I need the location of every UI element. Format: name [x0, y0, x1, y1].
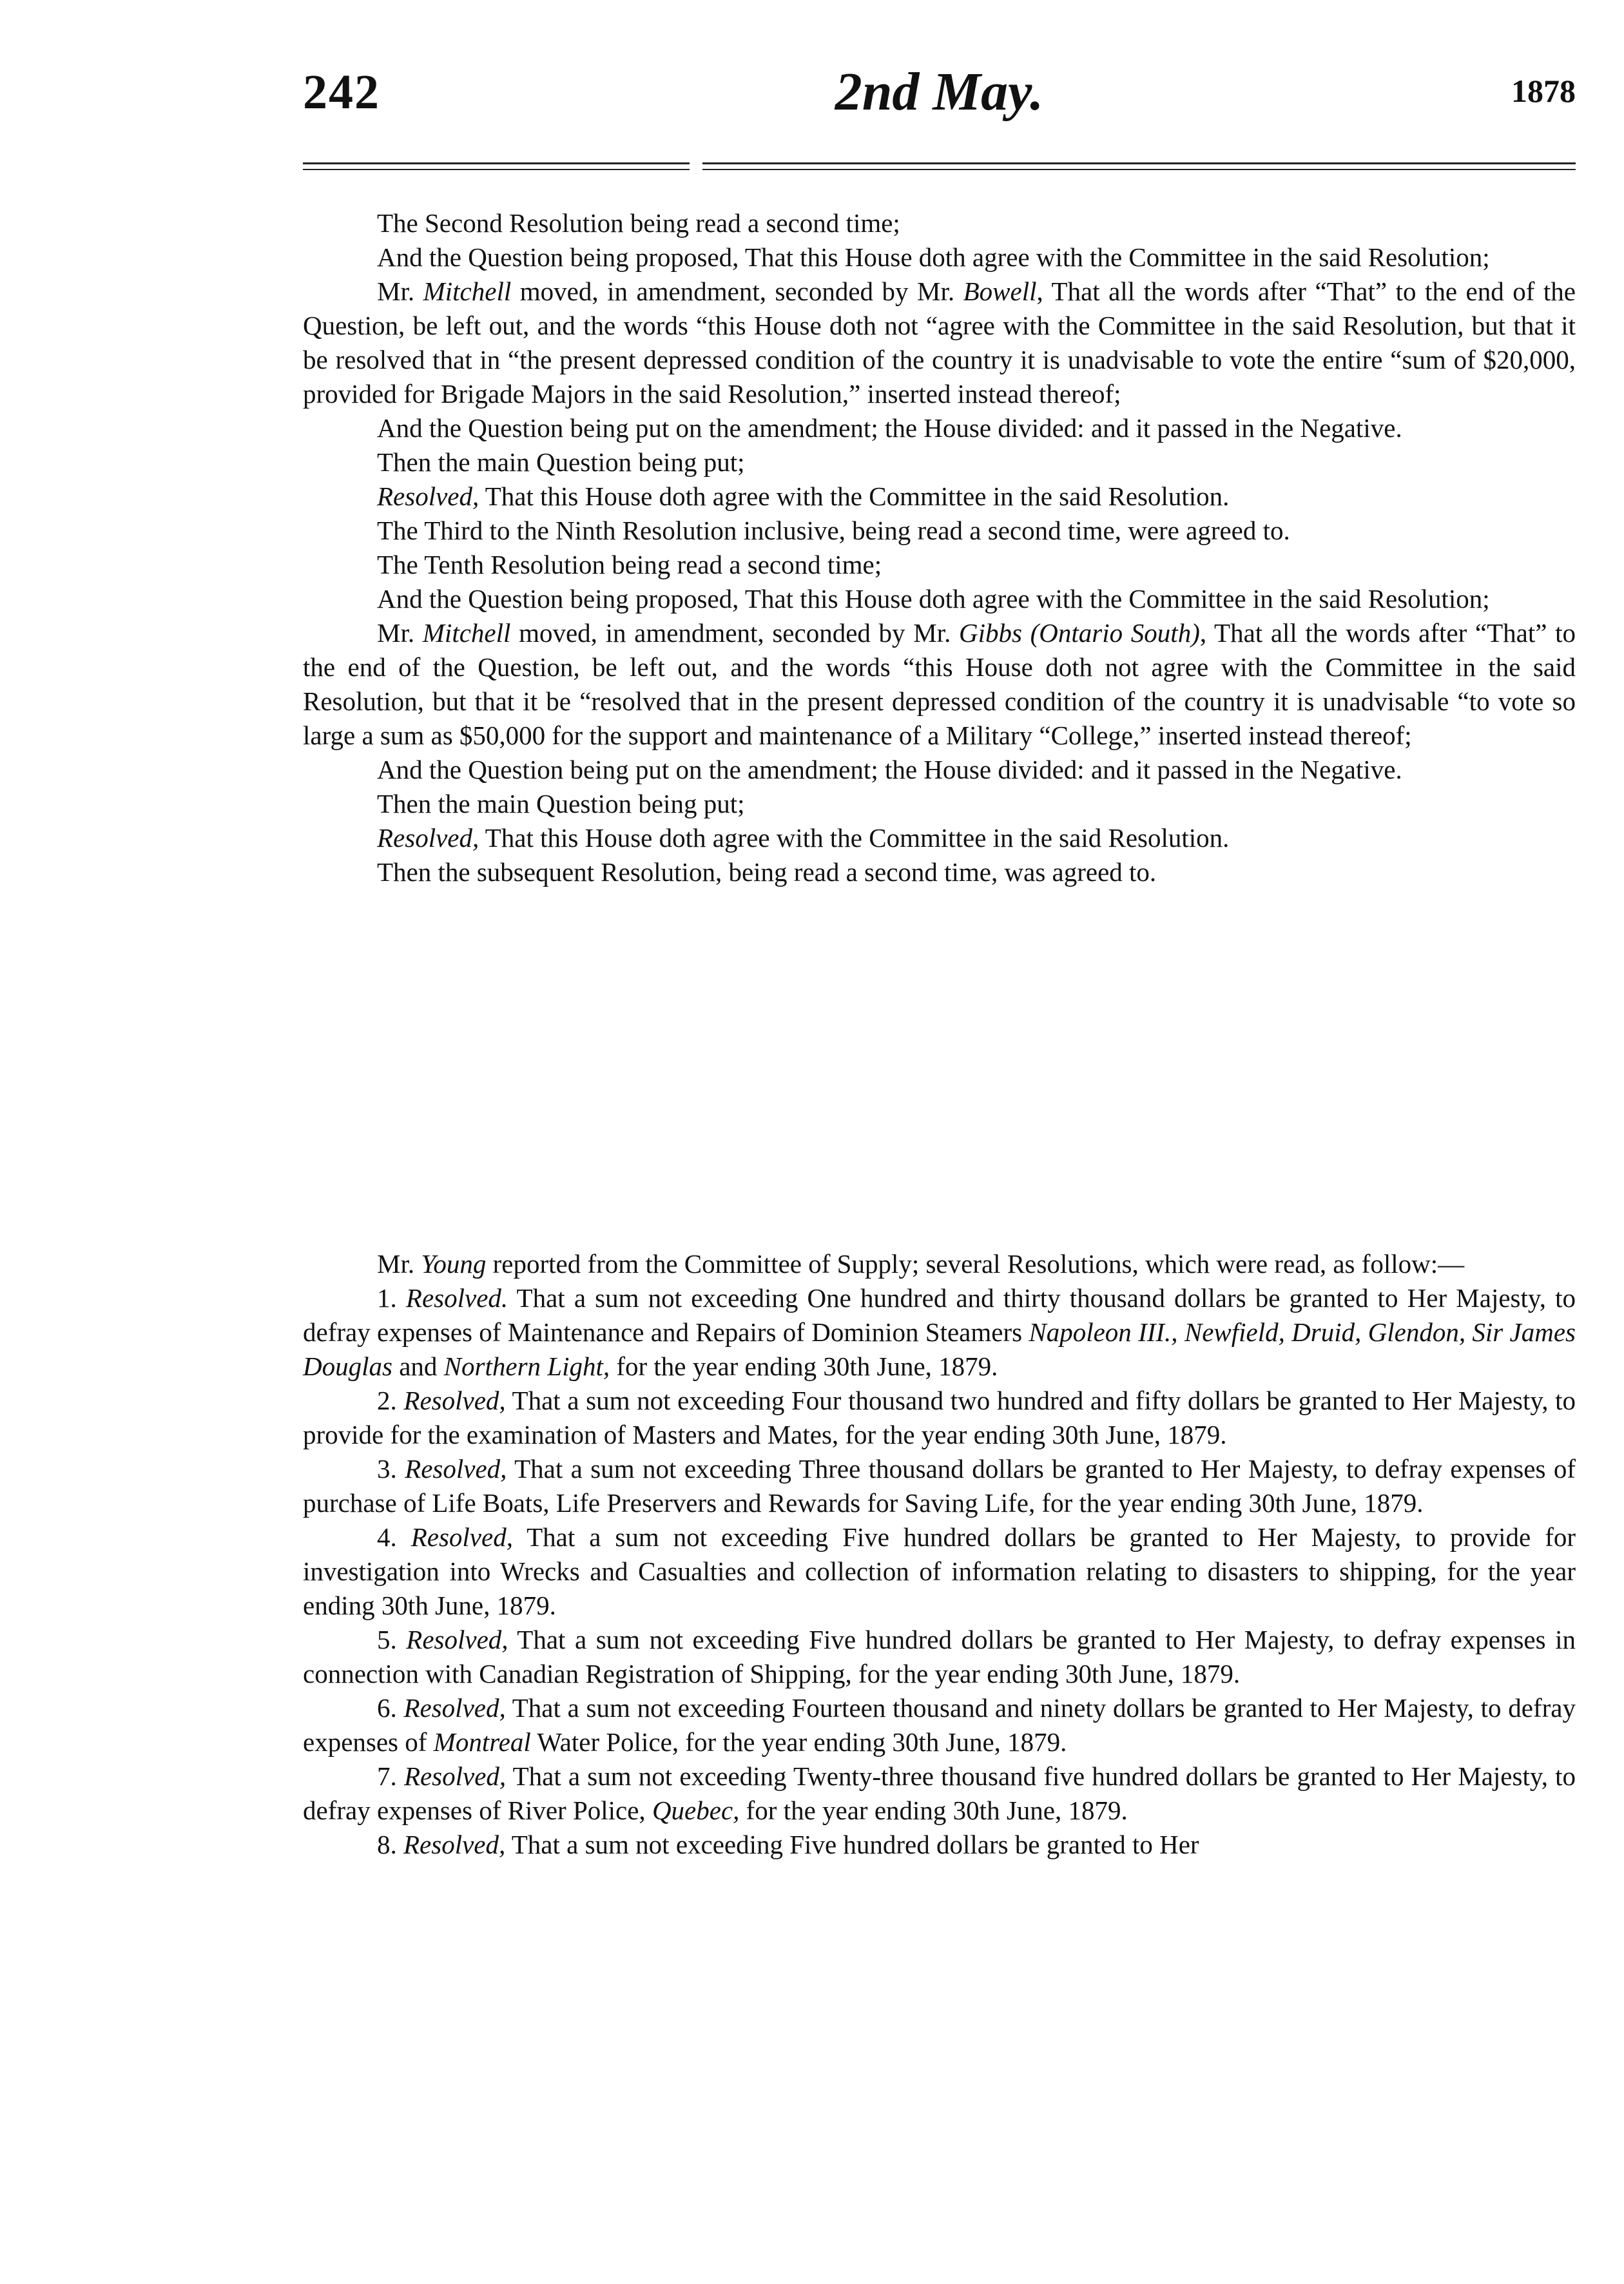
text-run: Then the main Question being put;	[377, 447, 745, 477]
page-date: 2nd May.	[835, 62, 1044, 122]
italic-text: Resolved,	[406, 1625, 508, 1654]
text-run: That a sum not exceeding Five hundred dollars be granted to Her Majesty, to provide for investigation into Wrecks and Casualties and collection of information relating to disasters to shipping, for the year ending 30th June, 1879.	[303, 1522, 1576, 1620]
text-run: , That all the words after “That” to the end of the Question, be left out, and the words “this House doth not “agree with the Committee in the said Resolution, but that it be resolved that in “the present depressed condition of the country it is unadvisable to vote the entire “sum of $20,000, provided for Brigade Majors in the said Resolution,” inserted instead thereof;	[303, 276, 1576, 409]
text-run: That a sum not exceeding Fourteen thousand and ninety dollars be granted to Her Majesty, to defray expenses of	[303, 1693, 1576, 1757]
text-run: The Third to the Ninth Resolution inclusive, being read a second time, were agreed to.	[377, 516, 1290, 545]
italic-text: Montreal	[433, 1727, 531, 1757]
paragraph	[303, 275, 1576, 411]
italic-text: Quebec,	[652, 1795, 740, 1825]
text-run: That a sum not exceeding Five hundred dollars be granted to Her	[505, 1830, 1199, 1859]
text-run: Mr.	[377, 276, 423, 306]
italic-text: Resolved.	[405, 1283, 508, 1313]
italic-text: Resolved,	[411, 1522, 513, 1552]
text-run: That a sum not exceeding Three thousand dollars be granted to Her Majesty, to defray expenses of purchase of Life Boats, Life Preservers and Rewards for Saving Life, for the year ending 30th June, 1879.	[303, 1454, 1576, 1518]
text-run: for the year ending 30th June, 1879.	[610, 1351, 998, 1381]
text-run: And the Question being proposed, That this House doth agree with the Committee in the said Resolution;	[377, 242, 1490, 272]
text-run: And the Question being put on the amendment; the House divided: and it passed in the Negative.	[377, 413, 1402, 443]
italic-text: Mitchell	[423, 276, 512, 306]
paragraph	[303, 479, 1576, 514]
text-run: 4.	[377, 1522, 411, 1552]
paragraph	[303, 1452, 1576, 1520]
paragraph	[303, 206, 1576, 240]
italic-text: Resolved,	[403, 1830, 506, 1859]
paragraph	[303, 753, 1576, 787]
header-rule	[303, 162, 1576, 177]
italic-text: Mitchell	[422, 618, 511, 648]
italic-text: Young	[421, 1249, 487, 1279]
text-run: The Tenth Resolution being read a second time;	[377, 550, 882, 579]
paragraph	[303, 616, 1576, 753]
italic-text: Napoleon III., Newfield, Druid, Glendon, Sir James Douglas	[303, 1317, 1576, 1381]
text-run: 8.	[377, 1830, 403, 1859]
text-run: moved, in amendment, seconded by Mr.	[510, 618, 959, 648]
paragraph	[303, 1691, 1576, 1759]
rule-line	[702, 169, 1576, 170]
rule-line	[303, 169, 690, 170]
page-number: 242	[303, 65, 380, 119]
text-run: And the Question being proposed, That this House doth agree with the Committee in the said Resolution;	[377, 584, 1490, 614]
paragraph	[303, 1828, 1576, 1862]
text-run: moved, in amendment, seconded by Mr.	[511, 276, 963, 306]
text-run: That this House doth agree with the Committee in the said Resolution.	[479, 481, 1230, 511]
italic-text: Northern Light,	[443, 1351, 610, 1381]
text-run: Mr.	[377, 618, 423, 648]
paragraph	[303, 240, 1576, 275]
text-run: And the Question being put on the amendment; the House divided: and it passed in the Negative.	[377, 755, 1402, 784]
paragraph	[303, 445, 1576, 479]
text-run: 5.	[377, 1625, 407, 1654]
text-run: Water Police, for the year ending 30th June, 1879.	[530, 1727, 1067, 1757]
text-run: That a sum not exceeding Five hundred dollars be granted to Her Majesty, to defray expenses in connection with Canadian Registration of Shipping, for the year ending 30th June, 1879.	[303, 1625, 1576, 1689]
text-run: and	[392, 1351, 444, 1381]
paragraph	[303, 1520, 1576, 1623]
text-run: 7.	[377, 1761, 404, 1791]
italic-text: Resolved,	[403, 1761, 507, 1791]
paragraph	[303, 514, 1576, 548]
text-run: reported from the Committee of Supply; several Resolutions, which were read, as follow:—	[486, 1249, 1465, 1279]
text-run: That a sum not exceeding Four thousand two hundred and fifty dollars be granted to Her Majesty, to provide for the examination of Masters and Mates, for the year ending 30th June, 1879.	[303, 1386, 1576, 1449]
page-year: 1878	[1511, 73, 1576, 109]
text-run: That a sum not exceeding Twenty-three thousand five hundred dollars be granted to Her Majesty, to defray expenses of River Police,	[303, 1761, 1576, 1825]
italic-text: Gibbs (Ontario South)	[959, 618, 1200, 648]
paragraph	[303, 1759, 1576, 1828]
text-run: That this House doth agree with the Committee in the said Resolution.	[479, 823, 1230, 853]
paragraph	[303, 1281, 1576, 1384]
paragraph	[303, 582, 1576, 616]
text-run: 6.	[377, 1693, 404, 1723]
text-run: The Second Resolution being read a second time;	[377, 208, 900, 238]
text-run: Then the main Question being put;	[377, 789, 745, 818]
paragraph	[303, 411, 1576, 445]
italic-text: Bowell	[963, 276, 1037, 306]
text-run: 1.	[377, 1283, 406, 1313]
rule-line	[702, 162, 1576, 164]
text-run: Then the subsequent Resolution, being read a second time, was agreed to.	[377, 857, 1157, 887]
paragraph	[303, 1247, 1576, 1281]
text-run: That a sum not exceeding One hundred and thirty thousand dollars be granted to Her Majesty, to defray expenses of Maintenance and Repairs of Dominion Steamers	[303, 1283, 1576, 1347]
paragraph	[303, 1623, 1576, 1691]
text-run: 3.	[377, 1454, 405, 1484]
paragraph	[303, 548, 1576, 582]
italic-text: Resolved,	[403, 1693, 506, 1723]
text-run: for the year ending 30th June, 1879.	[739, 1795, 1128, 1825]
paragraph	[303, 787, 1576, 821]
italic-text: Resolved,	[377, 481, 479, 511]
text-run: 2.	[377, 1386, 404, 1415]
text-run: Mr.	[377, 1249, 421, 1279]
italic-text: Resolved,	[405, 1454, 507, 1484]
paragraph	[303, 821, 1576, 855]
rule-line	[303, 162, 690, 164]
running-head	[303, 64, 1576, 135]
paragraph	[303, 1384, 1576, 1452]
italic-text: Resolved,	[403, 1386, 506, 1415]
text-run: , That all the words after “That” to the end of the Question, be left out, and the words “this House doth not agree with the Committee in the said Resolution, but that it be “resolved that in the present depressed condition of the country it is unadvisable “to vote so large a sum as $50,000 for the support and maintenance of a Military “College,” inserted instead thereof;	[303, 618, 1576, 750]
paragraph	[303, 855, 1576, 889]
committee-of-supply-report	[303, 1247, 1576, 1862]
italic-text: Resolved,	[377, 823, 479, 853]
proceedings-second-resolutions	[303, 206, 1576, 889]
